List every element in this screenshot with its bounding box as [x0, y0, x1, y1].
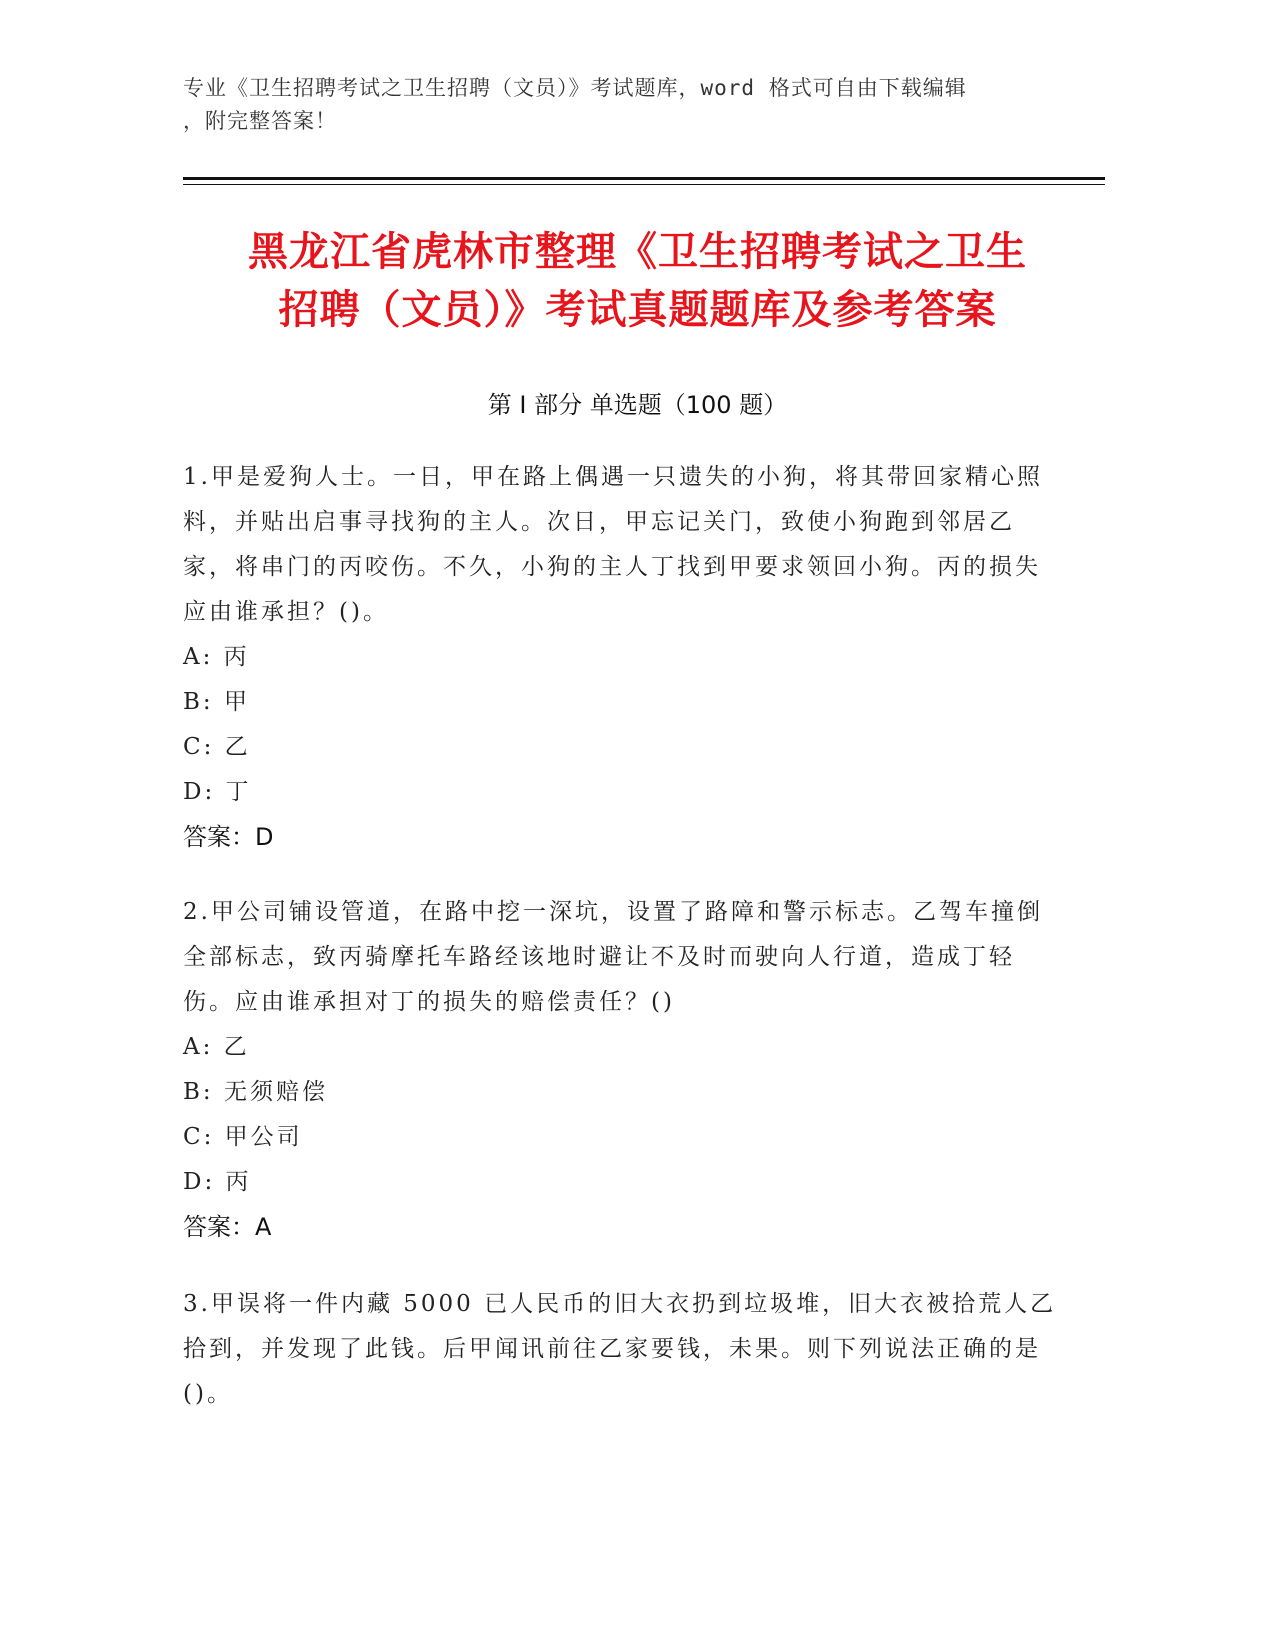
- document-header: [183, 72, 1033, 138]
- option-d: D: 丁: [183, 779, 252, 805]
- header-divider-thin: [183, 184, 1105, 185]
- header-divider-thick: [183, 177, 1105, 180]
- section-heading: 第 I 部分 单选题（100 题）: [487, 391, 788, 419]
- option-a: A: 乙: [183, 1034, 250, 1060]
- question-1: [183, 455, 1063, 860]
- header-line-2: ，附完整答案！: [183, 109, 337, 133]
- option-a: A: 丙: [183, 644, 250, 670]
- answer: 答案：D: [183, 823, 274, 851]
- question-3: [183, 1282, 1063, 1417]
- question-stem: 2.甲公司铺设管道，在路中挖一深坑，设置了路障和警示标志。乙驾车撞倒全部标志，致丙骑摩托车路经该地时避让不及时而驶向人行道，造成丁轻伤。应由谁承担对丁的损失的赔偿责任？(): [183, 899, 1043, 1015]
- title-line-1: 黑龙江省虎林市整理《卫生招聘考试之卫生: [248, 229, 1027, 275]
- option-b: B: 无须赔偿: [183, 1079, 328, 1105]
- option-b: B: 甲: [183, 689, 250, 715]
- header-line-1: 专业《卫生招聘考试之卫生招聘（文员）》考试题库，word 格式可自由下载编辑: [183, 76, 967, 100]
- question-stem: 1.甲是爱狗人士。一日，甲在路上偶遇一只遗失的小狗，将其带回家精心照料，并贴出启事寻找狗的主人。次日，甲忘记关门，致使小狗跑到邻居乙家，将串门的丙咬伤。不久，小狗的主人丁找到甲要求领回小狗。丙的损失应由谁承担？()。: [183, 464, 1043, 625]
- option-c: C: 乙: [183, 734, 251, 760]
- document-title: [150, 223, 1125, 339]
- question-stem: 3.甲误将一件内藏 5000 已人民币的旧大衣扔到垃圾堆，旧大衣被拾荒人乙拾到，并发现了此钱。后甲闻讯前往乙家要钱，未果。则下列说法正确的是()。: [183, 1291, 1057, 1407]
- option-c: C: 甲公司: [183, 1124, 303, 1150]
- question-2: [183, 890, 1063, 1250]
- answer: 答案：A: [183, 1213, 272, 1241]
- title-line-2: 招聘（文员）》考试真题题库及参考答案: [278, 287, 997, 333]
- option-d: D: 丙: [183, 1169, 252, 1195]
